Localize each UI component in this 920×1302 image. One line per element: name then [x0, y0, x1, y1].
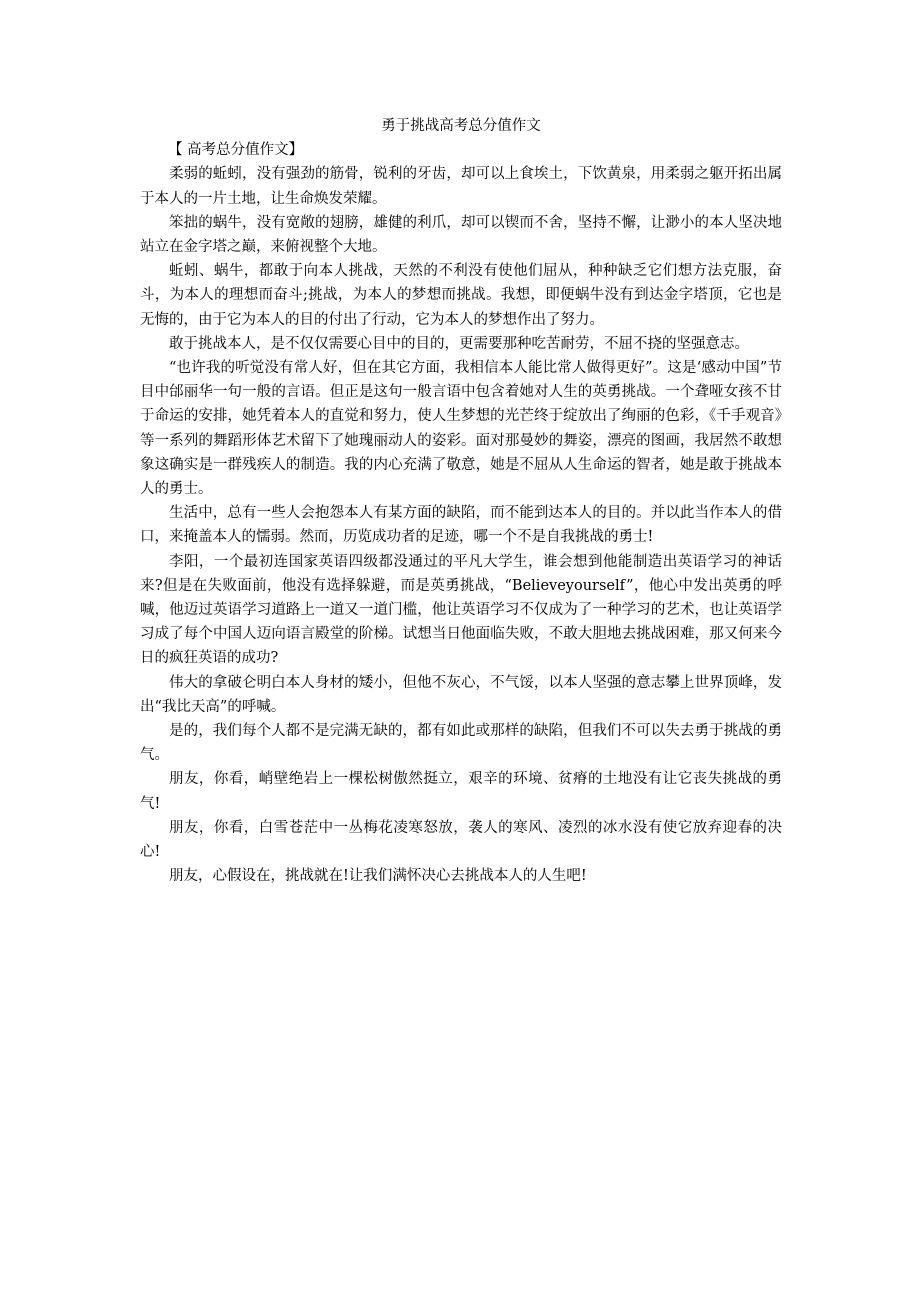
- paragraph: 是的，我们每个人都不是完满无缺的，都有如此或那样的缺陷，但我们不可以失去勇于挑战的勇气。: [140, 723, 782, 764]
- paragraph: 朋友，心假设在，挑战就在!让我们满怀决心去挑战本人的人生吧!: [169, 868, 587, 885]
- document-subheading: 【 高考总分值作文】: [168, 142, 304, 159]
- paragraph: 朋友，你看，峭壁绝岩上一棵松树傲然挺立，艰辛的环境、贫瘠的土地没有让它丧失挑战的勇气!: [140, 771, 782, 812]
- paragraph: 敢于挑战本人，是不仅仅需要心目中的目的，更需要那种吃苦耐劳，不屈不挠的坚强意志。: [169, 335, 749, 352]
- paragraph: 伟大的拿破仑明白本人身材的矮小，但他不灰心，不气馁，以本人坚强的意志攀上世界顶峰，发出“我比天高”的呼喊。: [140, 674, 782, 715]
- paragraph: 蚯蚓、蜗牛，都敢于向本人挑战，天然的不利没有使他们屈从，种种缺乏它们想方法克服，奋斗，为本人的理想而奋斗;挑战，为本人的梦想而挑战。我想，即便蜗牛没有到达金字塔顶，它也是无悔的，由于它为本人的目的付出了行动，它为本人的梦想作出了努力。: [140, 263, 782, 328]
- paragraph: 柔弱的蚯蚓，没有强劲的筋骨，锐利的牙齿，却可以上食埃土，下饮黄泉，用柔弱之躯开拓出属于本人的一片土地，让生命焕发荣耀。: [140, 166, 782, 207]
- paragraph: 李阳，一个最初连国家英语四级都没通过的平凡大学生，谁会想到他能制造出英语学习的神话来?但是在失败面前，他没有选择躲避，而是英勇挑战，“Believeyourself”，他心中发出英勇的呼喊，他迈过英语学习道路上一道又一道门槛，他让英语学习不仅成为了一种学习的艺术，也让英语学习成了每个中国人迈向语言殿堂的阶梯。试想当日他面临失败，不敢大胆地去挑战困难，那又何来今日的疯狂英语的成功?: [140, 553, 782, 667]
- paragraph: 笨拙的蜗牛，没有宽敞的翅膀，雄健的利爪，却可以锲而不舍，坚持不懈，让渺小的本人坚决地站立在金字塔之巅，来俯视整个大地。: [140, 214, 782, 256]
- document-title: 勇于挑战高考总分值作文: [381, 118, 541, 134]
- paragraph: 朋友，你看，白雪苍茫中一丛梅花凌寒怒放，袭人的寒风、凌烈的冰水没有使它放弃迎春的决心!: [140, 819, 782, 861]
- paragraph: 生活中，总有一些人会抱怨本人有某方面的缺陷，而不能到达本人的目的。并以此当作本人的借口，来掩盖本人的懦弱。然而，历览成功者的足迹，哪一个不是自我挑战的勇士!: [140, 505, 782, 546]
- paragraph: “也许我的听觉没有常人好，但在其它方面，我相信本人能比常人做得更好”。这是‘感动中国”节目中邰丽华一句一般的言语。但正是这句一般言语中包含着她对人生的英勇挑战。一个聋哑女孩不甘于命运的安排，她凭着本人的直觉和努力，使人生梦想的光芒终于绽放出了绚丽的色彩，《千手观音》等一系列的舞蹈形体艺术留下了她瑰丽动人的姿彩。面对那曼妙的舞姿，漂亮的图画，我居然不敢想象这确实是一群残疾人的制造。我的内心充满了敬意，她是不屈从人生命运的智者，她是敢于挑战本人的勇士。: [140, 360, 782, 498]
- document-body: [140, 114, 782, 889]
- paragraph-list: [140, 162, 782, 888]
